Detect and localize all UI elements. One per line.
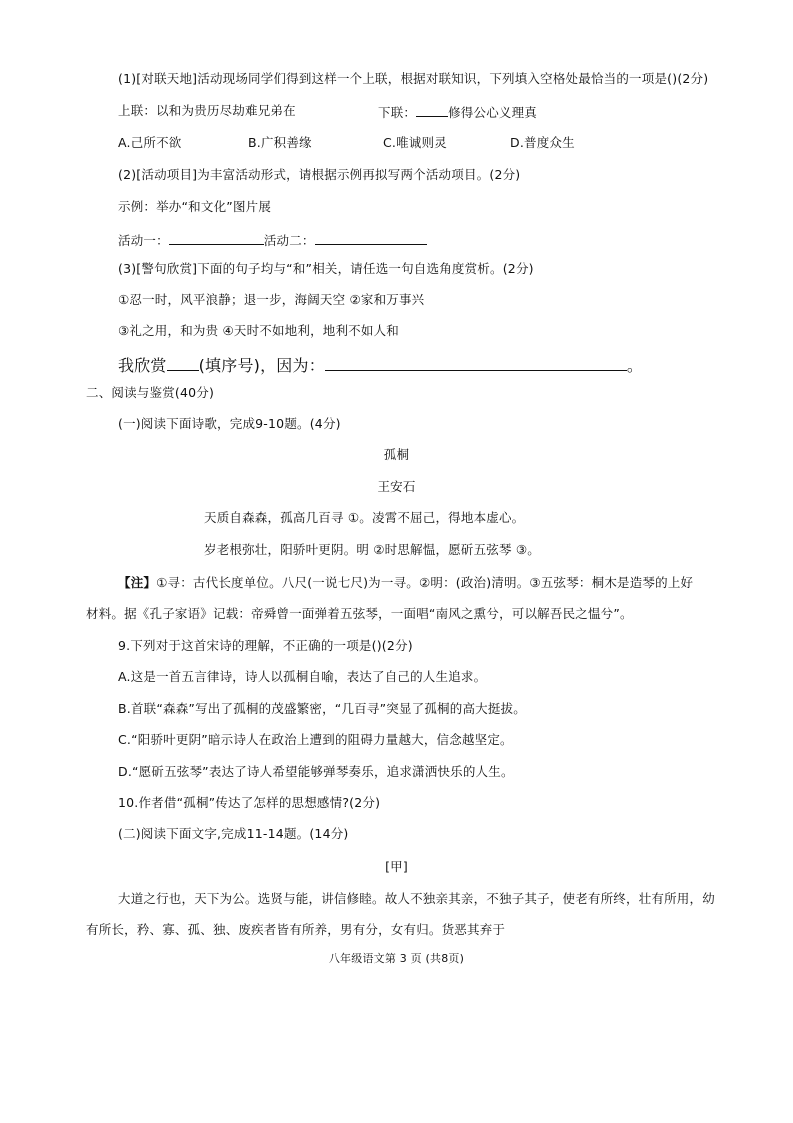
q1-stem: (1)[对联天地]活动现场同学们得到这样一个上联，根据对联知识，下列填入空格处最恰当的一项是()(2分)	[118, 71, 709, 86]
part1-instruction: (一)阅读下面诗歌，完成9-10题。(4分)	[118, 416, 341, 431]
q1-options	[0, 134, 793, 152]
activity-2-blank	[315, 230, 427, 245]
passage-line-1: 大道之行也，天下为公。选贤与能，讲信修睦。故人不独亲其亲，不独子其子，使老有所终，壮有所用，幼	[118, 891, 715, 906]
q3-number-blank	[167, 352, 199, 371]
q3-answer-b: (填序号)，因为：	[198, 356, 325, 375]
passage-jia-label: [甲]	[385, 859, 408, 874]
poem-line-1: 天质自森森，孤高几百寻 ①。凌霄不屈己，得地本虚心。	[204, 510, 525, 525]
activity-1-label: 活动一：	[118, 233, 169, 248]
notes-line-1	[118, 574, 693, 592]
activity-2-label: 活动二：	[263, 233, 315, 248]
poem-title: 孤桐	[383, 447, 410, 462]
option-a: A.己所不欲	[118, 135, 182, 150]
q3-line1: ①忍一时，风平浪静；退一步，海阔天空 ②家和万事兴	[118, 292, 425, 307]
q2-activities	[118, 230, 427, 250]
notes-line-2: 材料。据《孔子家语》记载：帝舜曾一面弹着五弦琴，一面唱“南风之熏兮，可以解吾民之愠兮”。	[86, 606, 633, 621]
q3-reason-blank	[325, 352, 627, 371]
notes-label: 【注】	[118, 575, 157, 590]
section2-title: 二、阅读与鉴赏(40分)	[86, 385, 215, 400]
poem-line-2: 岁老根弥壮，阳骄叶更阴。明 ②时思解愠，愿斫五弦琴 ③。	[204, 542, 540, 557]
q3-answer-end: 。	[626, 356, 644, 375]
part2-instruction: (二)阅读下面文字,完成11-14题。(14分)	[118, 826, 349, 841]
notes-text-1: ①寻：古代长度单位。八尺(一说七尺)为一寻。②明：(政治)清明。③五弦琴：桐木是造琴的上好	[156, 575, 694, 590]
q2-example: 示例：举办“和文化”图片展	[118, 199, 272, 214]
q3-line2: ③礼之用，和为贵 ④天时不如地利，地利不如人和	[118, 323, 399, 338]
poem-author: 王安石	[377, 479, 416, 494]
q3-stem: (3)[警句欣赏]下面的句子均与“和”相关，请任选一句自选角度赏析。(2分)	[118, 261, 534, 276]
activity-1-blank	[169, 230, 264, 245]
q3-answer	[118, 352, 643, 377]
q3-answer-a: 我欣赏	[118, 356, 167, 375]
couplet-blank	[416, 102, 448, 117]
passage-line-2: 有所长，矜、寡、孤、独、废疾者皆有所养，男有分，女有归。货恶其弃于	[86, 922, 506, 937]
option-c: C.唯诚则灵	[383, 135, 447, 150]
q9-option-c: C.“阳骄叶更阴”暗示诗人在政治上遭到的阻碍力量越大，信念越坚定。	[118, 732, 513, 747]
q9-option-d: D.“愿斫五弦琴”表达了诗人希望能够弹琴奏乐，追求潇洒快乐的人生。	[118, 764, 514, 779]
option-d: D.普度众生	[510, 135, 575, 150]
couplet-lower-suffix: 修得公心义理真	[448, 105, 538, 120]
q10-stem: 10.作者借“孤桐”传达了怎样的思想感情?(2分)	[118, 795, 381, 810]
q9-option-a: A.这是一首五言律诗，诗人以孤桐自喻，表达了自己的人生追求。	[118, 669, 487, 684]
q9-option-b: B.首联“森森”写出了孤桐的茂盛繁密，“几百寻”突显了孤桐的高大挺拔。	[118, 701, 526, 716]
couplet-lower	[378, 102, 537, 122]
option-b: B.广积善缘	[248, 135, 312, 150]
page-footer: 八年级语文第 3 页 (共8页)	[328, 952, 465, 965]
q2-stem: (2)[活动项目]为丰富活动形式，请根据示例再拟写两个活动项目。(2分)	[118, 167, 521, 182]
couplet-upper: 上联：以和为贵历尽劫难兄弟在	[118, 103, 296, 118]
q9-stem: 9.下列对于这首宋诗的理解，不正确的一项是()(2分)	[118, 638, 413, 653]
couplet-lower-prefix: 下联：	[378, 105, 417, 120]
